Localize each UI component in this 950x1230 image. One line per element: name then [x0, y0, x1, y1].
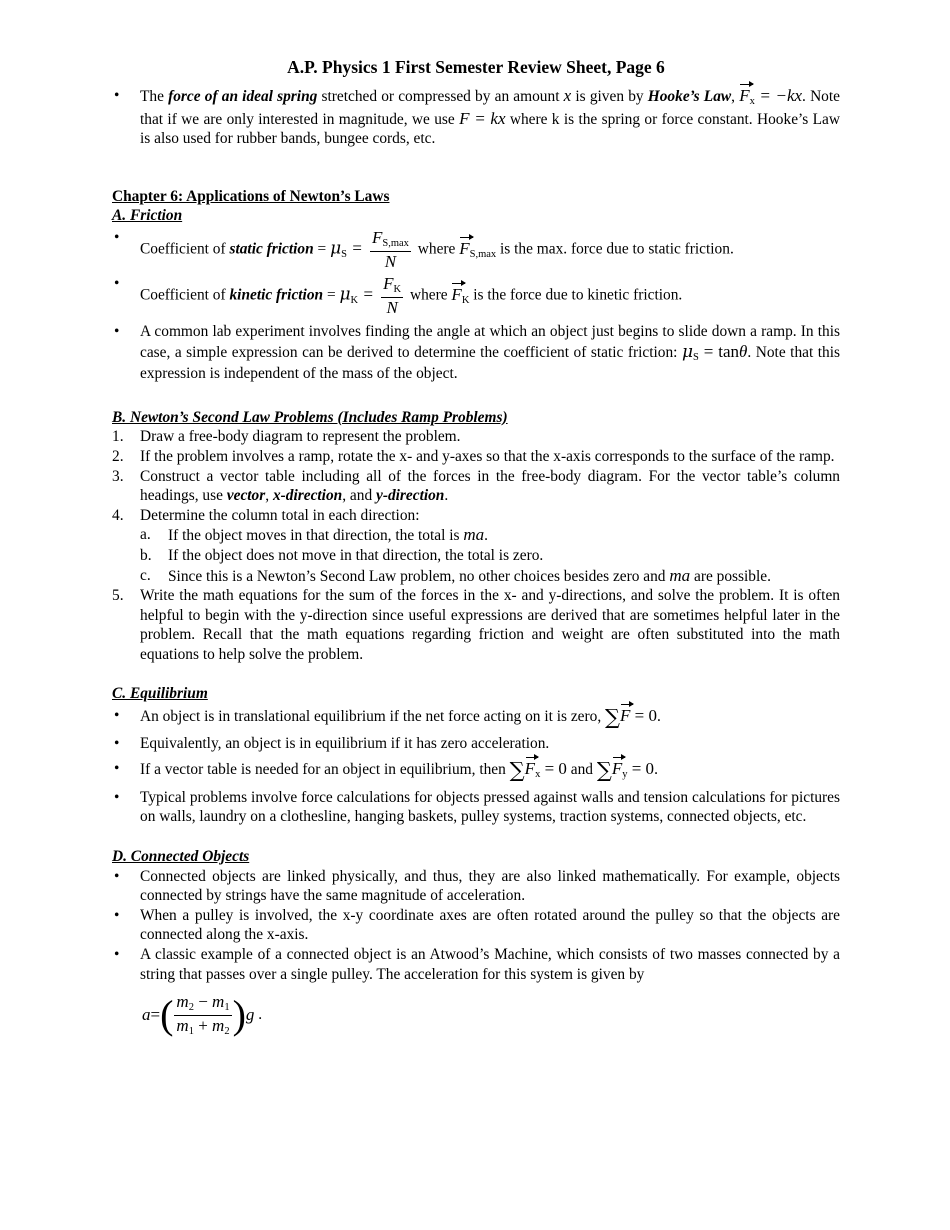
vector-F: F	[459, 238, 470, 258]
text: Since this is a Newton’s Second Law problem, no other choices besides zero and	[168, 567, 670, 585]
list-item	[112, 467, 840, 506]
chapter-heading: Chapter 6: Applications of Newton’s Laws	[112, 187, 390, 205]
sum-symbol: ∑	[509, 758, 525, 783]
atwood-equation	[142, 986, 840, 1044]
list-item	[112, 586, 840, 664]
ramp-experiment-bullet	[112, 322, 840, 384]
connected-bullet	[112, 867, 840, 906]
static-friction-bullet	[112, 228, 840, 272]
math-mu: μ	[681, 341, 693, 362]
math-m: m	[212, 1015, 225, 1035]
text: . Note that this expression is independent of the mass of the object.	[140, 343, 841, 383]
atwood-fraction	[174, 992, 231, 1039]
equilibrium-bullet	[112, 734, 840, 754]
magnitude-equation	[459, 109, 505, 128]
subscript: y	[622, 769, 628, 781]
vector-F: F	[620, 706, 631, 726]
item-number: 5.	[112, 587, 124, 605]
subscript: S	[693, 351, 699, 363]
item-letter: c.	[140, 566, 151, 584]
item-number: 2.	[112, 447, 124, 465]
connected-bullet	[112, 906, 840, 945]
math-text: −	[193, 991, 213, 1011]
text: .	[654, 761, 658, 779]
text: is given by	[575, 88, 648, 105]
equilibrium-bullet	[112, 788, 840, 827]
text: If the object moves in that direction, the total is	[168, 527, 464, 545]
equilibrium-bullet	[112, 706, 840, 728]
section-b-heading: B. Newton’s Second Law Problems (Includes Ramp Problems)	[112, 408, 508, 426]
subscript: K	[393, 283, 402, 295]
bold-term: Hooke’s Law	[647, 88, 732, 105]
text: are possible.	[690, 567, 771, 585]
text: Write the math equations for the sum of the forces in the x- and y-directions, and solve the problem. It is often helpful to begin with the y-direction since useful expressions are derived that are sometimes helpful later in the problem. Recall that the math equations regarding friction and weight are often substituted into the math equations to help solve the problem.	[140, 587, 840, 663]
kinetic-friction-bullet	[112, 274, 840, 318]
text: is the force due to kinetic friction.	[469, 286, 683, 304]
text: If the object does not move in that direction, the total is zero.	[168, 546, 544, 564]
text: where k is the spring or force constant. Hooke’s Law is also used for rubber bands, bungee cords, etc.	[140, 110, 840, 148]
subscript: 2	[224, 1025, 230, 1037]
text: An object is in translational equilibrium if the net force acting on it is zero,	[140, 708, 606, 726]
section-a-heading: A. Friction	[112, 207, 183, 225]
sum-symbol: ∑	[605, 705, 621, 730]
sum-symbol: ∑	[596, 758, 612, 783]
subscript: S,max	[382, 237, 409, 249]
math-mu: μ	[330, 238, 342, 259]
math-F: F	[383, 273, 394, 293]
text: where	[417, 240, 460, 258]
bold-term: force of an ideal spring	[168, 88, 318, 105]
vector-F: F	[524, 759, 536, 779]
bold-term: y-direction	[375, 487, 445, 505]
page-title: A.P. Physics 1 First Semester Review Sheet, Page 6	[287, 57, 665, 77]
math-text: = tan	[698, 341, 740, 361]
math-text: =	[150, 1005, 161, 1025]
text: .	[657, 708, 661, 726]
text: .	[444, 487, 449, 505]
section-c-heading: C. Equilibrium	[112, 685, 208, 703]
text: Equivalently, an object is in equilibrium if it has zero acceleration.	[140, 734, 550, 752]
vector-F: F	[611, 759, 623, 779]
text: ,	[731, 88, 736, 105]
text: The	[140, 88, 169, 105]
text: ,	[265, 487, 273, 505]
equilibrium-bullet	[112, 759, 840, 782]
bold-term: x-direction	[272, 487, 343, 505]
math-text: = 0	[627, 759, 655, 779]
math-x: x	[563, 86, 572, 105]
subscript: S,max	[469, 248, 497, 260]
item-letter: a.	[140, 526, 151, 544]
math-m: m	[212, 991, 225, 1011]
text: Typical problems involve force calculations for objects pressed against walls and tension calculations for pictures on walls, laundry on a clothesline, hanging baskets, pulley systems, traction systems, connected objects, etc.	[140, 788, 840, 826]
text: .	[258, 1006, 263, 1024]
math-text: = 0	[630, 706, 657, 726]
list-item	[112, 506, 840, 526]
subscript: 1	[224, 1001, 230, 1013]
math-ma: ma	[463, 525, 485, 545]
vector-F: F	[739, 86, 750, 105]
hookes-law-equation	[739, 86, 802, 105]
subscript: x	[749, 96, 755, 107]
text: stretched or compressed by an amount	[317, 88, 564, 105]
math-a: a	[142, 1005, 151, 1025]
text: If the problem involves a ramp, rotate the x- and y-axes so that the x-axis corresponds to the surface of the ramp.	[140, 447, 835, 465]
math-text: = 0	[540, 759, 567, 779]
list-item	[112, 427, 840, 447]
text: Determine the column total in each direction:	[140, 506, 420, 524]
text: If a vector table is needed for an object in equilibrium, then	[140, 761, 510, 779]
connected-bullet	[112, 945, 840, 1044]
math-text: +	[193, 1015, 213, 1035]
math-theta: θ	[739, 341, 748, 361]
subscript: K	[350, 294, 359, 306]
text: Coefficient of	[140, 286, 230, 304]
bold-term: vector	[226, 487, 266, 505]
bold-term: kinetic friction	[229, 286, 324, 304]
static-fraction	[370, 228, 411, 272]
sub-list-item	[112, 566, 840, 587]
text: A classic example of a connected object is an Atwood’s Machine, which consists of two masses connected by a string that passes over a single pulley. The acceleration for this system is given by	[140, 946, 840, 983]
subscript: 1	[188, 1025, 194, 1037]
text: Draw a free-body diagram to represent the problem.	[140, 428, 461, 446]
subscript: 2	[188, 1001, 194, 1013]
math-g: g	[245, 1005, 255, 1025]
item-letter: b.	[140, 546, 152, 564]
review-sheet-page	[112, 56, 840, 1044]
text: and	[566, 761, 597, 779]
kinetic-fraction	[381, 274, 403, 318]
subscript: S	[341, 248, 347, 260]
math-ma: ma	[669, 565, 691, 585]
hookes-law-bullet	[112, 86, 840, 149]
item-number: 3.	[112, 467, 124, 485]
text: , and	[342, 487, 376, 505]
text: A common lab experiment involves finding the angle at which an object just begins to slide down a ramp. In this case, a simple expression can be derived to determine the coefficient of static friction:	[140, 322, 840, 361]
subscript: K	[461, 294, 470, 306]
bold-term: static friction	[229, 240, 314, 258]
text: is the max. force due to static friction.	[496, 240, 734, 258]
list-item	[112, 447, 840, 467]
sub-list-item	[112, 525, 840, 546]
math-N: N	[386, 297, 398, 317]
section-d-heading: D. Connected Objects	[112, 848, 250, 866]
text: Construct a vector table including all of the forces in the free-body diagram. For the vector table’s column headings, use	[140, 467, 840, 505]
math-text: =	[347, 238, 367, 258]
math-mu: μ	[339, 284, 351, 305]
math-text: = kx	[469, 108, 506, 128]
text: Coefficient of	[140, 240, 230, 258]
math-F: F	[371, 227, 383, 247]
item-number: 1.	[112, 428, 124, 446]
vector-F: F	[451, 284, 462, 304]
sub-list-item	[112, 546, 840, 566]
text: When a pulley is involved, the x-y coordinate axes are often rotated around the pulley so that the objects are connected along the x-axis.	[140, 906, 840, 944]
math-F: F	[459, 108, 470, 128]
math-text: =	[358, 284, 379, 304]
text: where	[409, 286, 452, 304]
text: .	[484, 527, 488, 545]
text: =	[323, 286, 340, 304]
text: Connected objects are linked physically, and thus, they are also linked mathematically. For example, objects connected by strings have the same magnitude of acceleration.	[140, 867, 840, 905]
math-N: N	[384, 251, 397, 271]
text: . Note that if we are only interested in magnitude, we use	[140, 88, 840, 128]
subscript: x	[535, 769, 541, 781]
math-text: = −kx	[754, 86, 803, 105]
math-m: m	[176, 1015, 189, 1035]
math-m: m	[176, 991, 189, 1011]
right-paren: )	[232, 992, 246, 1038]
text: =	[313, 240, 331, 258]
item-number: 4.	[112, 506, 124, 524]
left-paren: (	[160, 992, 174, 1038]
